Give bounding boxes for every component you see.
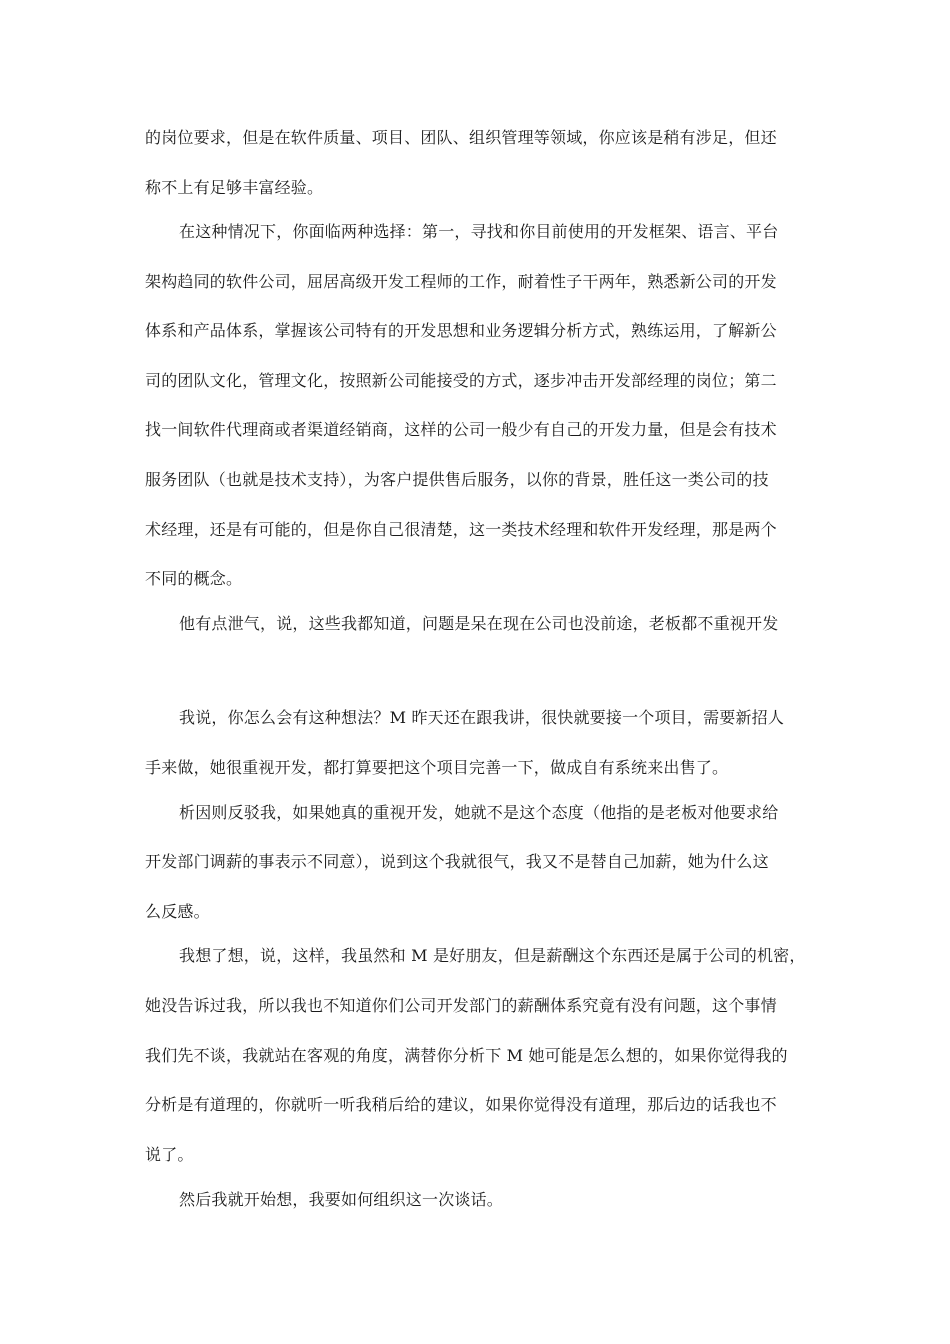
text-line: 然后我就开始想，我要如何组织这一次谈话。	[179, 1190, 504, 1209]
text-line: 么反感。	[145, 902, 210, 921]
text-line: 分析是有道理的，你就听一听我稍后给的建议，如果你觉得没有道理，那后边的话我也不	[145, 1095, 777, 1114]
text-line: 在这种情况下，你面临两种选择：第一，寻找和你目前使用的开发框架、语言、平台	[179, 222, 779, 241]
text-line: 手来做，她很重视开发，都打算要把这个项目完善一下，做成自有系统来出售了。	[145, 758, 729, 777]
text-line: 析因则反驳我，如果她真的重视开发，她就不是这个态度（他指的是老板对他要求给	[179, 803, 779, 822]
text-line: 不同的概念。	[145, 569, 243, 588]
text-line: 他有点泄气，说，这些我都知道，问题是呆在现在公司也没前途，老板都不重视开发	[179, 614, 779, 633]
text-line: 服务团队（也就是技术支持），为客户提供售后服务，以你的背景，胜任这一类公司的技	[145, 470, 769, 489]
text-line: 我想了想，说，这样，我虽然和 M 是好朋友，但是薪酬这个东西还是属于公司的机密，	[179, 946, 806, 965]
text-line: 我们先不谈，我就站在客观的角度，满替你分析下 M 她可能是怎么想的，如果你觉得我的	[145, 1046, 788, 1065]
text-line: 术经理，还是有可能的，但是你自己很清楚，这一类技术经理和软件开发经理，那是两个	[145, 520, 777, 539]
text-line: 开发部门调薪的事表示不同意），说到这个我就很气，我又不是替自己加薪，她为什么这	[145, 852, 769, 871]
text-line: 找一间软件代理商或者渠道经销商，这样的公司一般少有自己的开发力量，但是会有技术	[145, 420, 777, 439]
text-line: 司的团队文化，管理文化，按照新公司能接受的方式，逐步冲击开发部经理的岗位；第二	[145, 371, 777, 390]
text-line: 我说，你怎么会有这种想法？M 昨天还在跟我讲，很快就要接一个项目，需要新招人	[179, 708, 785, 727]
text-line: 的岗位要求，但是在软件质量、项目、团队、组织管理等领域，你应该是稍有涉足，但还	[145, 128, 777, 147]
text-line: 她没告诉过我，所以我也不知道你们公司开发部门的薪酬体系究竟有没有问题，这个事情	[145, 996, 777, 1015]
text-line: 称不上有足够丰富经验。	[145, 178, 324, 197]
text-line: 说了。	[145, 1145, 194, 1164]
text-line: 架构趋同的软件公司，屈居高级开发工程师的工作，耐着性子干两年，熟悉新公司的开发	[145, 272, 777, 291]
text-line: 体系和产品体系，掌握该公司特有的开发思想和业务逻辑分析方式，熟练运用，了解新公	[145, 321, 777, 340]
